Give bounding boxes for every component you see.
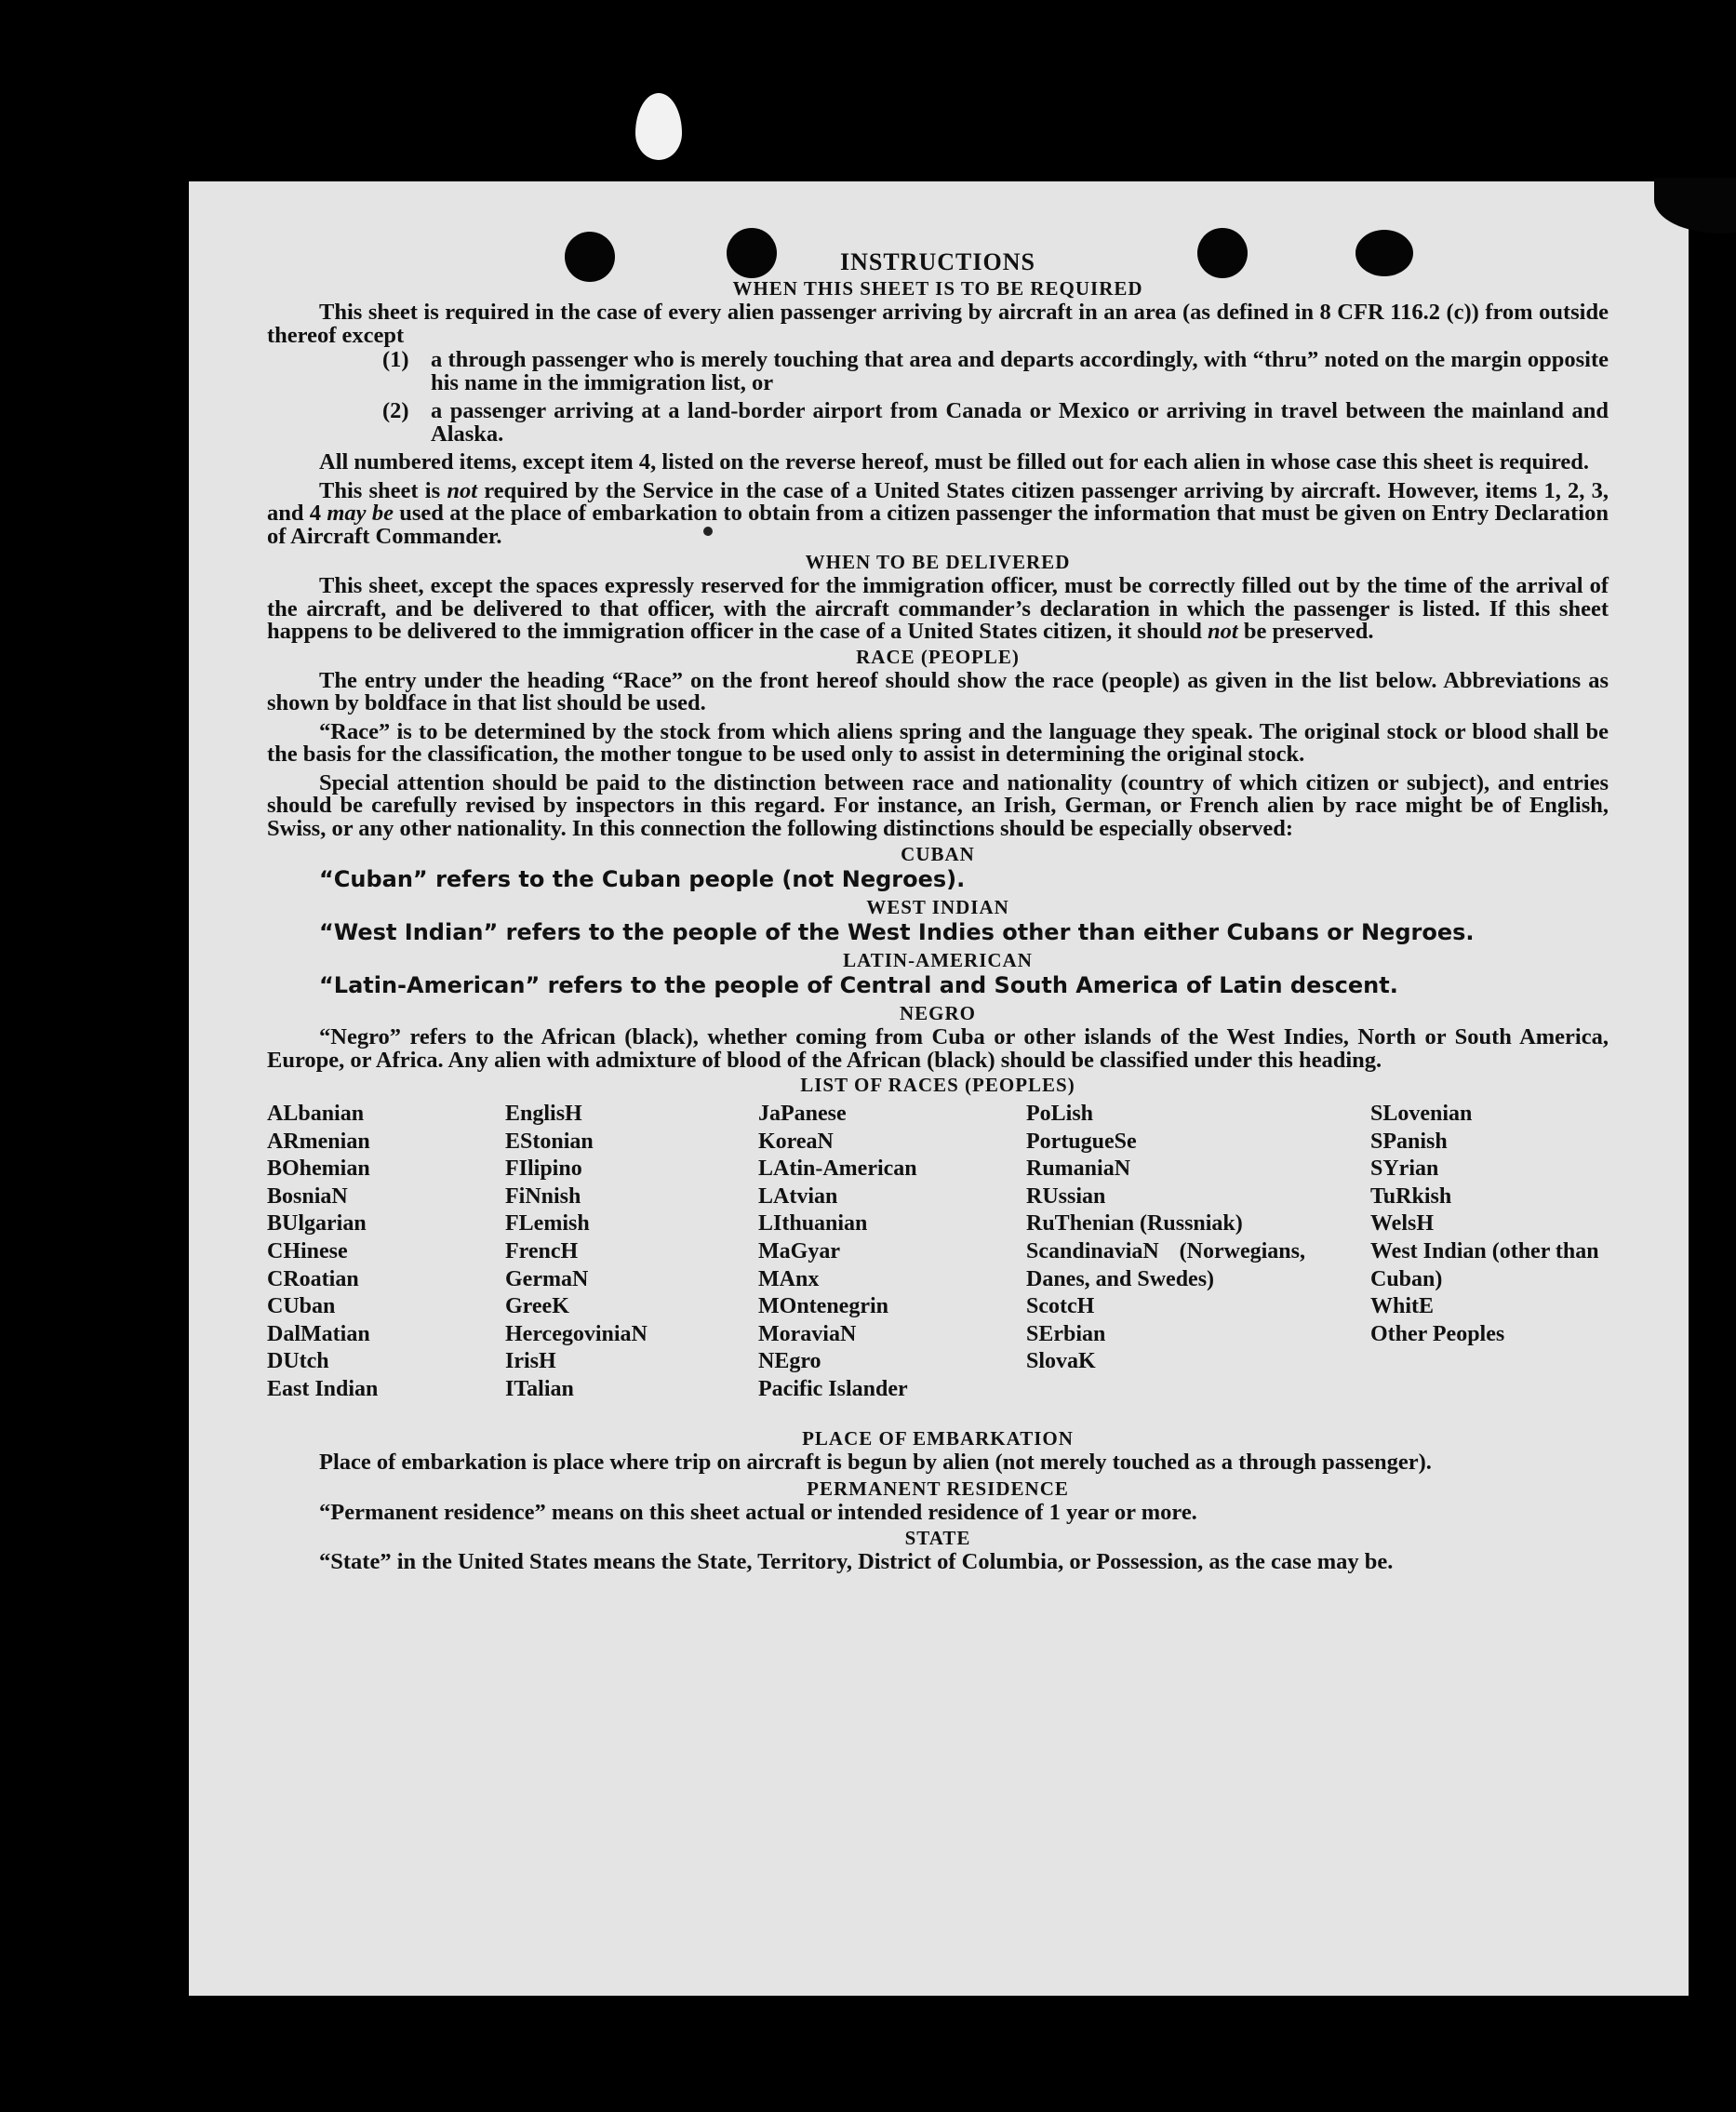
race-entry: EnglisH: [505, 1102, 582, 1126]
race-entry: ScandinaviaN (Norwegians, Danes, and Swedes): [1026, 1238, 1305, 1291]
race-entry: MAnx: [758, 1266, 820, 1291]
heading-race: RACE (PEOPLE): [856, 645, 1020, 668]
race-entry: CHinese: [267, 1238, 348, 1263]
race-entry: ALbanian: [267, 1102, 365, 1126]
race-entry: RumaniaN: [1026, 1156, 1131, 1182]
race-entry: SErbian: [1026, 1321, 1106, 1346]
exception-item-1: [382, 349, 1609, 394]
race-entry: LAtin-American: [758, 1156, 917, 1182]
heading-west-indian: WEST INDIAN: [866, 896, 1009, 918]
races-column-4: [1026, 1101, 1305, 1376]
west-indian-definition: “West Indian” refers to the people of the West Indies other than either Cubans or Negroes.: [319, 919, 1475, 945]
races-column-3: [758, 1101, 917, 1404]
race-entry: FrencH: [505, 1238, 579, 1263]
heading-negro: NEGRO: [899, 1002, 976, 1024]
item-number: (1): [382, 347, 409, 372]
race-entry: CUban: [267, 1294, 336, 1319]
race-entry: MoraviaN: [758, 1321, 857, 1346]
race-entry: ARmenian: [267, 1129, 370, 1154]
race-entry: CRoatian: [267, 1266, 359, 1291]
race-entry: BOhemian: [267, 1156, 370, 1182]
race-entry: JaPanese: [758, 1102, 847, 1126]
races-list: [267, 1101, 1609, 1424]
item-text: a passenger arriving at a land-border airport from Canada or Mexico or arriving in travel between the mainland and Alaska.: [431, 398, 1609, 447]
embarkation-definition: Place of embarkation is place where trip on aircraft is begun by alien (not merely touched as a through passenger).: [319, 1450, 1432, 1475]
race-entry: BUlgarian: [267, 1211, 367, 1236]
heading-place-of-embarkation: PLACE OF EMBARKATION: [802, 1427, 1074, 1450]
intro-paragraph: This sheet is required in the case of every alien passenger arriving by aircraft in an area (as defined in 8 CFR 116.2 (c)) from outside thereof except: [267, 300, 1609, 348]
citizen-paragraph: This sheet is not required by the Service in the case of a United States citizen passenger arriving by aircraft. However, items 1, 2, 3, and 4 may be used at the place of embarkation to obtain from a citizen passenger the information that must be given on Entry Declaration of Aircraft Commander.: [267, 477, 1609, 549]
race-entry: RuThenian (Russniak): [1026, 1211, 1243, 1236]
cuban-definition: “Cuban” refers to the Cuban people (not Negroes).: [319, 866, 966, 892]
races-column-1: [267, 1101, 378, 1404]
race-entry: WhitE: [1370, 1294, 1435, 1319]
heading-latin-american: LATIN-AMERICAN: [843, 949, 1033, 971]
ink-blot: [1654, 178, 1736, 234]
race-entry: FLemish: [505, 1211, 590, 1236]
document-sheet: [189, 181, 1689, 1996]
race-entry: ITalian: [505, 1376, 574, 1401]
numbered-items-paragraph: All numbered items, except item 4, listed on the reverse hereof, must be filled out for each alien in whose case this sheet is required.: [319, 449, 1590, 475]
punch-hole-tab: [635, 93, 682, 160]
race-paragraph-2: “Race” is to be determined by the stock from which aliens spring and the language they speak. The original stock or blood shall be the basis for the classification, the mother tongue to be used only to assist in determining the original stock.: [267, 718, 1609, 767]
race-entry: SYrian: [1370, 1156, 1439, 1182]
race-entry: KoreaN: [758, 1129, 834, 1154]
race-entry: West Indian (other than Cuban): [1370, 1238, 1599, 1291]
heading-when-delivered: WHEN TO BE DELIVERED: [805, 551, 1071, 573]
race-entry: GermaN: [505, 1266, 589, 1291]
negro-definition: “Negro” refers to the African (black), whether coming from Cuba or other islands of the West Indies, North or South America, Europe, or Africa. Any alien with admixture of blood of the African (black) should be classified under this heading.: [267, 1024, 1609, 1073]
race-entry: MOntenegrin: [758, 1294, 888, 1319]
heading-state: STATE: [904, 1527, 971, 1549]
races-column-5: [1370, 1101, 1612, 1348]
race-entry: HercegoviniaN: [505, 1321, 648, 1346]
race-entry: FIlipino: [505, 1156, 582, 1182]
race-entry: Other Peoples: [1370, 1321, 1505, 1346]
race-entry: East Indian: [267, 1376, 379, 1401]
page-title: INSTRUCTIONS: [840, 248, 1035, 275]
race-entry: MaGyar: [758, 1238, 840, 1263]
instructions-content: [267, 250, 1609, 1576]
race-entry: LIthuanian: [758, 1211, 868, 1236]
race-entry: IrisH: [505, 1349, 556, 1374]
heading-list-of-races: LIST OF RACES (PEOPLES): [800, 1074, 1075, 1096]
state-definition: “State” in the United States means the State, Territory, District of Columbia, or Possession, as the case may be.: [319, 1549, 1394, 1574]
race-entry: DalMatian: [267, 1321, 370, 1346]
latin-american-definition: “Latin-American” refers to the people of Central and South America of Latin descent.: [319, 972, 1398, 998]
delivered-paragraph: This sheet, except the spaces expressly reserved for the immigration officer, must be correctly filled out by the time of the arrival of the aircraft, and be delivered to that officer, with the aircraft commander’s declaration in which the passenger is listed. If this sheet happens to be delivered to the immigration officer in the case of a United States citizen, it should not be preserved.: [267, 573, 1609, 644]
heading-when-required: WHEN THIS SHEET IS TO BE REQUIRED: [732, 277, 1143, 300]
heading-cuban: CUBAN: [901, 843, 975, 865]
race-paragraph-1: The entry under the heading “Race” on the front hereof should show the race (people) as given in the list below. Abbreviations as shown by boldface in that list should be used.: [267, 667, 1609, 715]
race-entry: SLovenian: [1370, 1102, 1473, 1126]
race-entry: RUssian: [1026, 1183, 1106, 1209]
race-entry: PortugueSe: [1026, 1129, 1137, 1154]
race-entry: FiNnish: [505, 1183, 581, 1209]
item-text: a through passenger who is merely touching that area and departs accordingly, with “thru” noted on the margin opposite his name in the immigration list, or: [431, 347, 1609, 395]
residence-definition: “Permanent residence” means on this sheet actual or intended residence of 1 year or more.: [319, 1499, 1197, 1525]
heading-permanent-residence: PERMANENT RESIDENCE: [807, 1477, 1069, 1500]
race-entry: LAtvian: [758, 1183, 838, 1209]
race-entry: ScotcH: [1026, 1294, 1095, 1319]
race-entry: SlovaK: [1026, 1349, 1096, 1374]
race-entry: EStonian: [505, 1129, 594, 1154]
race-entry: TuRkish: [1370, 1183, 1452, 1209]
race-entry: DUtch: [267, 1349, 329, 1374]
race-entry: NEgro: [758, 1349, 821, 1374]
race-entry: PoLish: [1026, 1102, 1094, 1126]
race-entry: Pacific Islander: [758, 1376, 908, 1401]
exception-item-2: [382, 400, 1609, 446]
races-column-2: [505, 1101, 648, 1404]
race-paragraph-3: Special attention should be paid to the distinction between race and nationality (country of which citizen or subject), and entries should be carefully revised by inspectors in this regard. For instance, an Irish, German, or French alien by race might be of English, Swiss, or any other nationality. In this connection the following distinctions should be especially observed:: [267, 769, 1609, 841]
item-number: (2): [382, 398, 409, 423]
race-entry: BosniaN: [267, 1183, 348, 1209]
race-entry: GreeK: [505, 1294, 569, 1319]
race-entry: SPanish: [1370, 1129, 1448, 1154]
race-entry: WelsH: [1370, 1211, 1435, 1236]
